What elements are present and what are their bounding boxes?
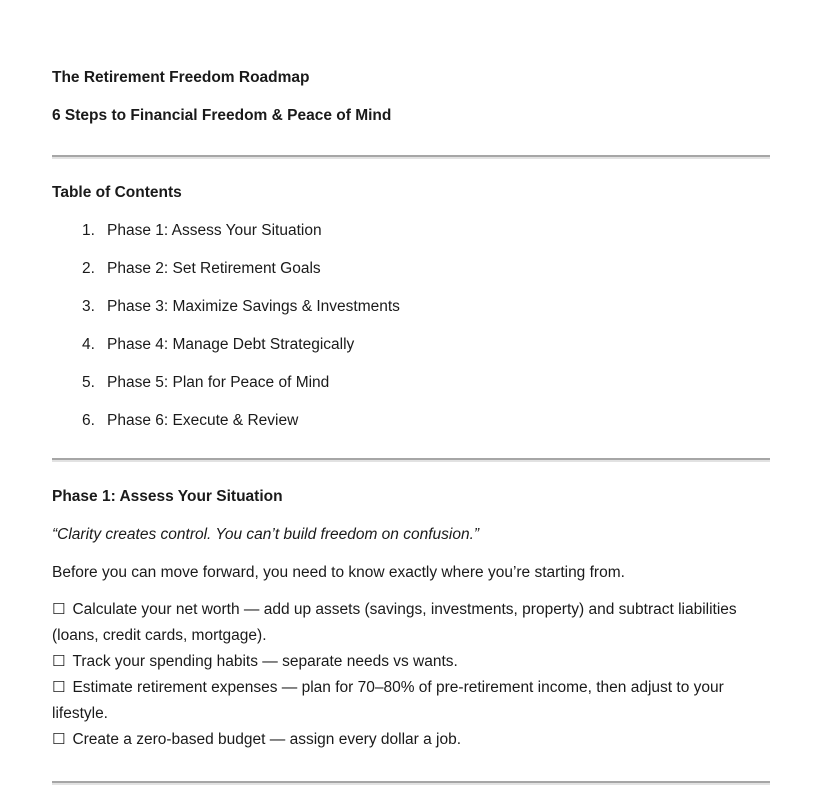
toc-item-label: Phase 2: Set Retirement Goals xyxy=(107,260,321,277)
toc-item-number: 3. xyxy=(82,298,95,315)
phase1-checklist xyxy=(52,597,758,753)
checklist-item xyxy=(52,649,758,675)
checklist-item-text: Create a zero-based budget — assign every dollar a job. xyxy=(72,731,462,748)
toc-heading: Table of Contents xyxy=(52,184,182,201)
phase1-heading: Phase 1: Assess Your Situation xyxy=(52,488,283,505)
horizontal-rule xyxy=(52,781,770,783)
toc-item-number: 1. xyxy=(82,222,95,239)
horizontal-rule xyxy=(52,155,770,157)
toc-item-number: 6. xyxy=(82,412,95,429)
checklist-item xyxy=(52,727,758,753)
toc-item xyxy=(52,259,770,278)
toc-item xyxy=(52,335,770,354)
toc-item-label: Phase 4: Manage Debt Strategically xyxy=(107,336,355,353)
checklist-item xyxy=(52,597,758,649)
toc-item xyxy=(52,297,770,316)
toc-item xyxy=(52,221,770,240)
checkbox-empty-icon: ☐ xyxy=(52,731,66,748)
checklist-item-text: Track your spending habits — separate needs vs wants. xyxy=(72,653,458,670)
checklist-item xyxy=(52,675,758,727)
toc-item-label: Phase 6: Execute & Review xyxy=(107,412,299,429)
toc-item xyxy=(52,411,770,430)
toc-item-number: 2. xyxy=(82,260,95,277)
toc-item xyxy=(52,373,770,392)
phase1-quote: “Clarity creates control. You can’t build freedom on confusion.” xyxy=(52,526,480,543)
checkbox-empty-icon: ☐ xyxy=(52,601,66,618)
toc-item-number: 4. xyxy=(82,336,95,353)
toc-item-label: Phase 3: Maximize Savings & Investments xyxy=(107,298,400,315)
toc-item-label: Phase 5: Plan for Peace of Mind xyxy=(107,374,330,391)
checkbox-empty-icon: ☐ xyxy=(52,653,66,670)
page-title: The Retirement Freedom Roadmap xyxy=(52,69,310,86)
checklist-item-text: Calculate your net worth — add up assets (savings, investments, property) and subtract liabilities (loans, credit cards, mortgage). xyxy=(52,601,737,644)
toc-item-number: 5. xyxy=(82,374,95,391)
horizontal-rule xyxy=(52,458,770,460)
phase1-intro: Before you can move forward, you need to know exactly where you’re starting from. xyxy=(52,564,625,581)
toc-list xyxy=(52,221,770,430)
page-subtitle: 6 Steps to Financial Freedom & Peace of Mind xyxy=(52,107,392,124)
checklist-item-text: Estimate retirement expenses — plan for 70–80% of pre-retirement income, then adjust to your lifestyle. xyxy=(52,679,724,722)
checkbox-empty-icon: ☐ xyxy=(52,679,66,696)
toc-item-label: Phase 1: Assess Your Situation xyxy=(107,222,322,239)
